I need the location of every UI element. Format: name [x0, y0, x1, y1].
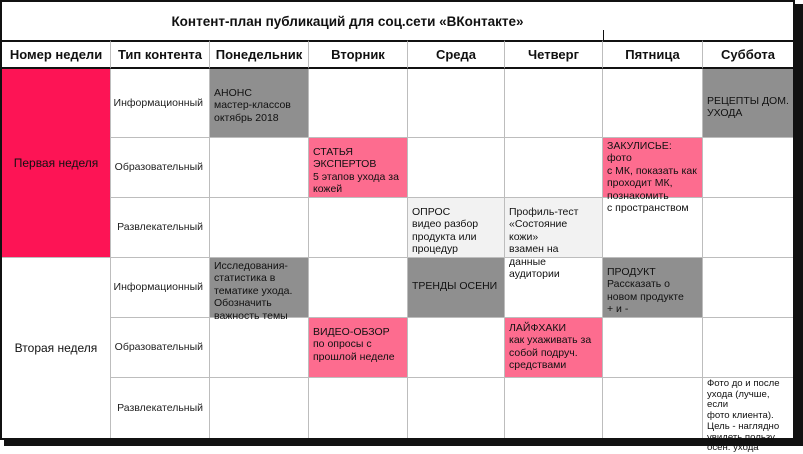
cell-empty [505, 69, 603, 138]
cell-empty [408, 318, 505, 378]
row-type-label: Образовательный [111, 138, 210, 198]
row-type-label: Информационный [111, 258, 210, 318]
header-thursday: Четверг [505, 40, 603, 69]
cell-w1-ent-wed: ОПРОС видео разбор продукта или процедур [408, 198, 505, 258]
cell-empty [505, 258, 603, 318]
cell-empty [210, 378, 309, 438]
header-week: Номер недели [2, 40, 111, 69]
row-type-label: Образовательный [111, 318, 210, 378]
cell-w2-edu-thu: ЛАЙФХАКИ как ухаживать за собой подруч. средствами [505, 318, 603, 378]
cell-w2-ent-sat: Фото до и после ухода (лучше, если фото клиента). Цель - наглядно увидеть пользу осен. ухода [707, 378, 780, 454]
header-friday: Пятница [603, 40, 703, 69]
frame-shadow-right [795, 4, 803, 446]
header-saturday: Суббота [703, 40, 793, 69]
cell-empty [603, 69, 703, 138]
cell-empty [309, 69, 408, 138]
cell-w1-edu-fri: ЗАКУЛИСЬЕ: фото с МК, показать как проходит МК, познакомить с пространством [603, 138, 703, 198]
cell-empty [703, 258, 793, 318]
cell-empty [210, 318, 309, 378]
cell-empty [505, 378, 603, 438]
cell-empty [603, 318, 703, 378]
cell-w2-info-fri: ПРОДУКТ Рассказать о новом продукте + и - [603, 258, 703, 318]
cell-empty [408, 69, 505, 138]
row-type-label: Развлекательный [111, 378, 210, 438]
cell-w1-info-mon: АНОНС мастер-классов октябрь 2018 [210, 69, 309, 138]
cell-empty [703, 138, 793, 198]
table-title-text: Контент-план публикаций для соц.сети «ВКонтакте» [171, 13, 524, 29]
cell-w2-info-mon: Исследования- статистика в тематике ухода. Обозначить важность темы [210, 258, 309, 318]
table-title [2, 2, 793, 40]
cell-empty [408, 378, 505, 438]
cell-empty [309, 378, 408, 438]
cell-empty [703, 198, 793, 258]
cell-empty [603, 198, 703, 258]
cell-empty [309, 198, 408, 258]
cell-empty [603, 378, 703, 438]
cell-empty [505, 138, 603, 198]
cell-w1-info-sat: РЕЦЕПТЫ ДОМ. УХОДА [703, 69, 793, 138]
cell-empty [210, 138, 309, 198]
cell-w1-edu-tue: СТАТЬЯ ЭКСПЕРТОВ 5 этапов ухода за кожей [309, 138, 408, 198]
cell-w2-edu-tue: ВИДЕО-ОБЗОР по опросы с прошлой неделе [309, 318, 408, 378]
cell-w2-info-wed: ТРЕНДЫ ОСЕНИ [408, 258, 505, 318]
header-type: Тип контента [111, 40, 210, 69]
cell-empty [703, 318, 793, 378]
row-type-label: Развлекательный [111, 198, 210, 258]
week-1-label: Первая неделя [2, 69, 111, 258]
cell-empty [309, 258, 408, 318]
week-2-label: Вторая неделя [2, 258, 111, 438]
header-tuesday: Вторник [309, 40, 408, 69]
cell-empty [408, 138, 505, 198]
cell-w1-ent-thu: Профиль-тест «Состояние кожи» взамен на данные аудитории [505, 198, 603, 258]
header-wednesday: Среда [408, 40, 505, 69]
header-monday: Понедельник [210, 40, 309, 69]
cell-empty [210, 198, 309, 258]
title-divider [603, 30, 604, 40]
row-type-label: Информационный [111, 69, 210, 138]
frame-shadow-bottom [4, 440, 803, 446]
